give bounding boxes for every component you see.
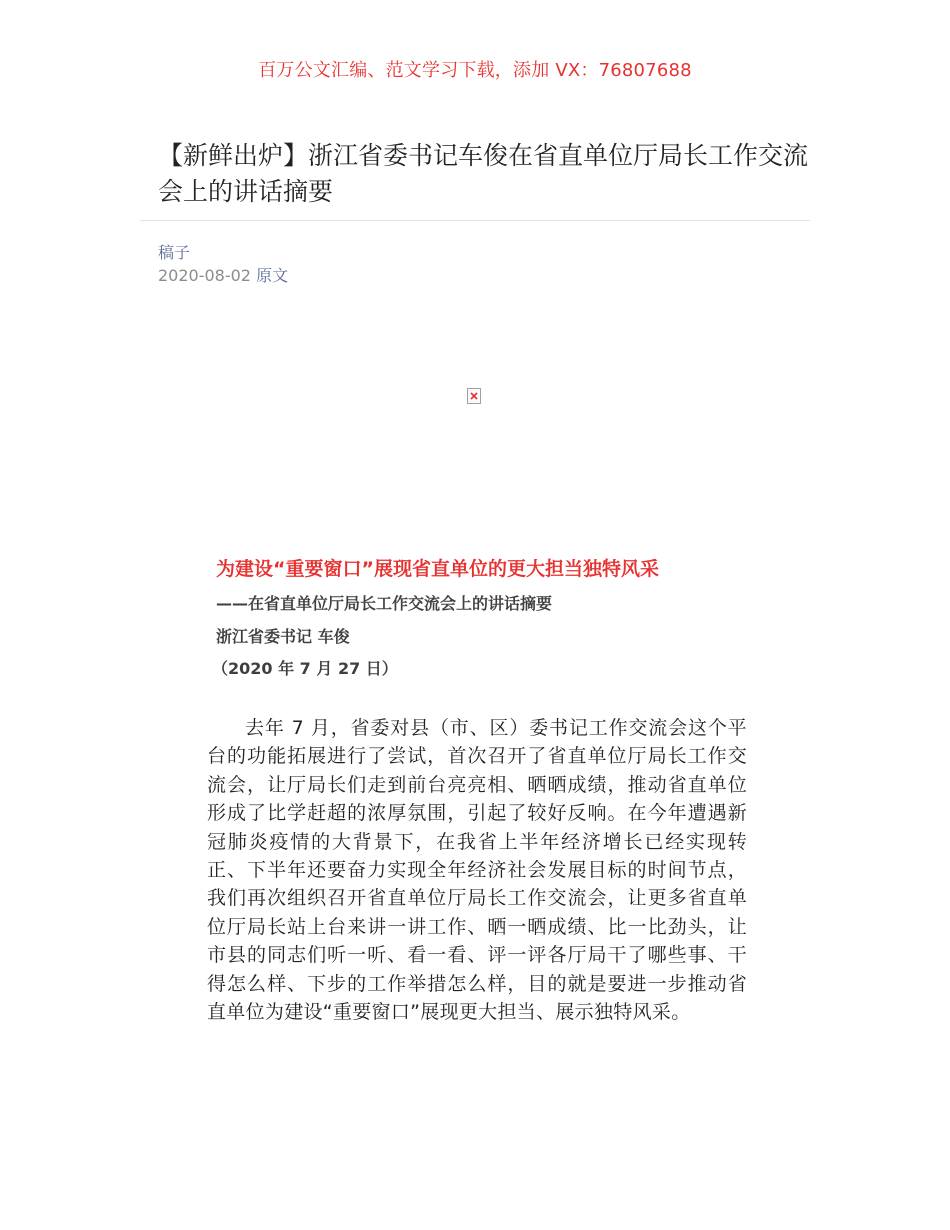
speech-date: （2020 年 7 月 27 日） xyxy=(212,659,398,678)
speech-title: 为建设“重要窗口”展现省直单位的更大担当独特风采 xyxy=(216,558,659,580)
article-meta xyxy=(158,263,288,286)
promo-banner: 百万公文汇编、范文学习下载，添加 VX：76807688 xyxy=(258,60,692,81)
broken-image-icon xyxy=(467,388,481,404)
speech-speaker: 浙江省委书记 车俊 xyxy=(216,627,350,646)
source-link[interactable]: 原文 xyxy=(256,266,289,285)
body-paragraph: 去年 7 月，省委对县（市、区）委书记工作交流会这个平台的功能拓展进行了尝试，首次召开了省直单位厅局长工作交流会，让厅局长们走到前台亮亮相、晒晒成绩，推动省直单位形成了比学赶超的浓厚氛围，引起了较好反响。在今年遭遇新冠肺炎疫情的大背景下，在我省上半年经济增长已经实现转正、下半年还要奋力实现全年经济社会发展目标的时间节点，我们再次组织召开省直单位厅局长工作交流会，让更多省直单位厅局长站上台来讲一讲工作、晒一晒成绩、比一比劲头，让市县的同志们听一听、看一看、评一评各厅局干了哪些事、干得怎么样、下步的工作举措怎么样，目的就是要进一步推动省直单位为建设“重要窗口”展现更大担当、展示独特风采。 xyxy=(207,717,747,1024)
publish-date: 2020-08-02 xyxy=(158,266,251,285)
speech-subtitle: ——在省直单位厅局长工作交流会上的讲话摘要 xyxy=(216,594,553,613)
author-link[interactable]: 稿子 xyxy=(158,243,191,262)
broken-image-x-icon xyxy=(470,392,478,400)
title-divider xyxy=(140,220,810,221)
article-title: 【新鲜出炉】浙江省委书记车俊在省直单位厅局长工作交流会上的讲话摘要 xyxy=(158,141,809,206)
